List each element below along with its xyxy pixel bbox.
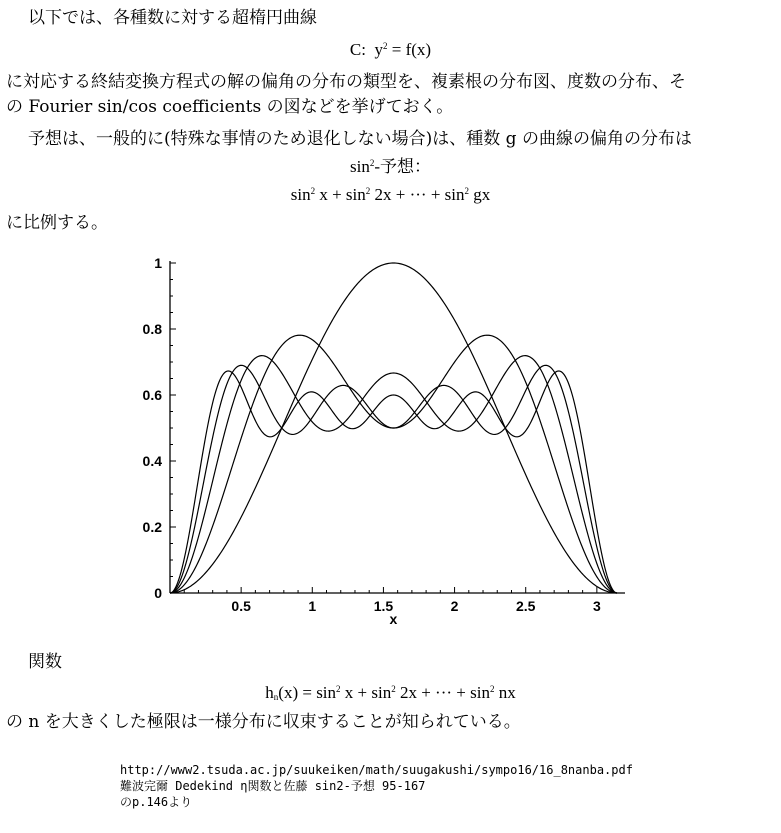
x-tick-label: 2.5 xyxy=(515,598,536,614)
series-line-n=5 xyxy=(170,371,617,593)
sin2-chart xyxy=(0,250,781,640)
chart-curves xyxy=(170,263,617,593)
conjecture-title: $\sin^2-$予想： xyxy=(349,157,431,176)
y-tick-label: 0.6 xyxy=(142,387,162,403)
series-line-n=3 xyxy=(170,356,617,593)
kansu-label: 関数 xyxy=(28,652,62,672)
body-line-3: に対応する終結変換方程式の解の偏角の分布の類型を、複素根の分布図、度数の分布、そ xyxy=(6,72,686,92)
x-tick-label: 2 xyxy=(450,598,459,614)
body-line-8: に比例する。 xyxy=(6,213,108,233)
curve-equation: C: $y^2 = f(x)$ xyxy=(349,40,432,59)
x-tick-label: 1.5 xyxy=(373,598,394,614)
y-tick-label: 0.4 xyxy=(142,453,162,469)
y-tick-label: 0.8 xyxy=(142,321,162,337)
citation-url[interactable]: http://www2.tsuda.ac.jp/suukeiken/math/suugakushi/sympo16/16_8nanba.pdf xyxy=(120,763,633,777)
y-tick-label: 0 xyxy=(154,585,162,601)
body-line-4: の Fourier sin/cos coefficients の図などを挙げておく。 xyxy=(6,97,454,117)
x-tick-label: 3 xyxy=(592,598,601,614)
formula-g: $\sin^2 x + \sin^2 2x$ + ··· + $\sin^2$ gx xyxy=(290,185,491,204)
formula-n: $h_n(x) = \sin^2 x + \sin^2 2x$ + ··· + $\sin^2$ nx xyxy=(265,683,516,702)
body-line-5: 予想は、一般的に(特殊な事情のため退化しない場合)は、種数 g の曲線の偏角の分布は xyxy=(28,129,692,149)
y-tick-label: 1 xyxy=(154,255,162,271)
x-tick-label: 1 xyxy=(308,598,317,614)
citation-ref: 難波完爾 Dedekind η関数と佐藤 sin2-予想 95-167 xyxy=(120,779,426,793)
citation-page: のp.146より xyxy=(120,795,193,809)
x-axis-label: x xyxy=(389,611,398,627)
intro-line: 以下では、各種数に対する超楕円曲線 xyxy=(28,8,317,28)
body-line-11: の n を大きくした極限は一様分布に収束することが知られている。 xyxy=(6,712,521,732)
series-line-n=2 xyxy=(170,335,617,593)
series-line-n=4 xyxy=(170,365,617,593)
x-tick-label: 0.5 xyxy=(231,598,251,614)
y-tick-label: 0.2 xyxy=(142,519,162,535)
